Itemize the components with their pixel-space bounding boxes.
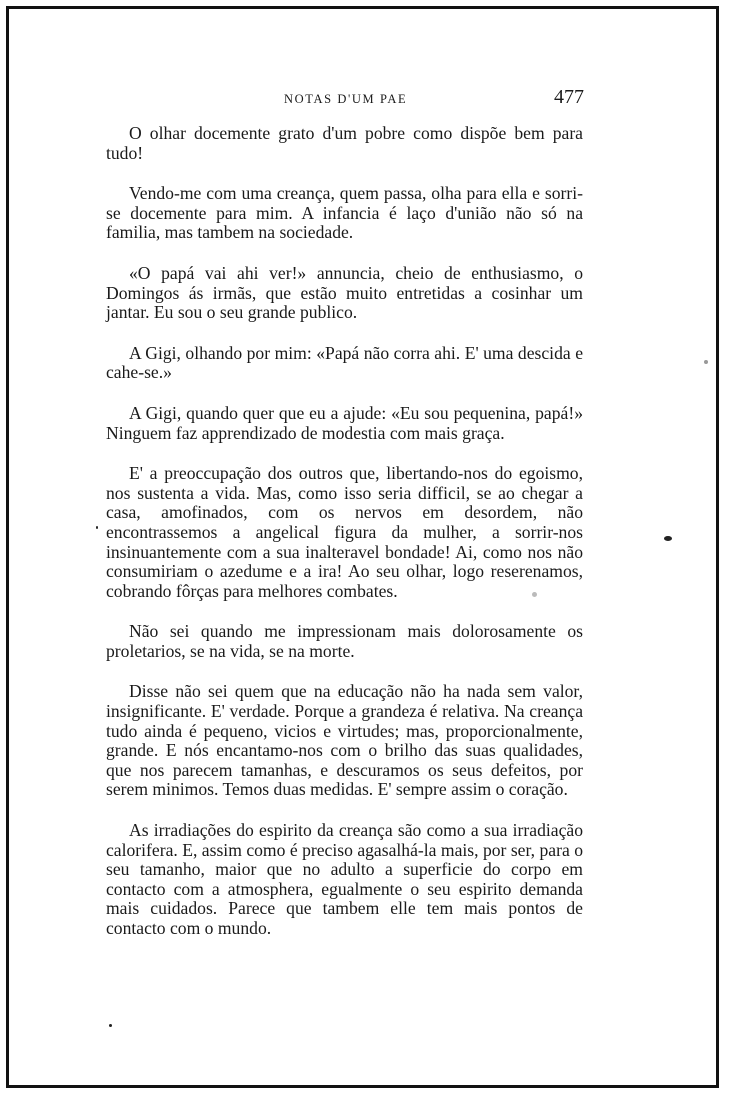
paragraph: As irradiações do espirito da creança são como a sua irradiação calorifera. E, assim como é preciso agasalhá-la mais, por ser, para o seu tamanho, maior que no adulto a superficie do corpo em contacto com a atmosphera, egualmente o seu espirito demanda mais cuidados. Parece que tambem elle tem mais pontos de contacto com o mundo. — [106, 820, 583, 938]
paragraph: O olhar docemente grato d'um pobre como dispõe bem para tudo! — [106, 123, 583, 163]
page-header — [104, 86, 584, 112]
page-number: 477 — [554, 86, 584, 108]
scan-speck — [96, 526, 98, 529]
paragraph: A Gigi, olhando por mim: «Papá não corra ahi. E' uma descida e cahe-se.» — [106, 342, 583, 383]
paragraph: Disse não sei quem que na educação não ha nada sem valor, insignificante. E' verdade. Porque a grandeza é relativa. Na creança tudo ainda é pequeno, vicios e virtudes; mas, proporcionalmente, grande. E nós encantamo-nos com o brilho das suas qualidades, que nos parecem tamanhas, e descuramos os seus defeitos, por serem minimos. Temos duas medidas. E' sempre assim o coração. — [106, 681, 583, 800]
scan-speck — [704, 360, 708, 364]
paragraph: E' a preoccupação dos outros que, libertando-nos do egoismo, nos sustenta a vida. Mas, como isso seria difficil, se ao chegar a casa, amofinados, com os nervos em desordem, não encontrassemos a angelical figura da mulher, a sorrir-nos insinuantemente com a sua inalteravel bondade! Ai, como nos não consumiriam o azedume e a ira! Ao seu olhar, logo reserenamos, cobrando fôrças para melhores combates. — [106, 463, 583, 601]
scan-speck — [664, 536, 672, 541]
page-body — [106, 124, 583, 960]
scan-speck — [109, 1024, 112, 1027]
paragraph: Não sei quando me impressionam mais dolorosamente os proletarios, se na vida, se na morte. — [106, 621, 583, 661]
paragraph: A Gigi, quando quer que eu a ajude: «Eu sou pequenina, papá!» Ninguem faz apprendizado de modestia com mais graça. — [106, 402, 583, 443]
paragraph: Vendo-me com uma creança, quem passa, olha para ella e sorri-se docemente para mim. A infancia é laço d'união não só na familia, mas tambem na sociedade. — [106, 183, 583, 243]
scan-speck — [532, 592, 537, 597]
paragraph: «O papá vai ahi ver!» annuncia, cheio de enthusiasmo, o Domingos ás irmãs, que estão muito entretidas a cosinhar um jantar. Eu sou o seu grande publico. — [106, 262, 583, 323]
running-title: NOTAS D'UM PAE — [284, 92, 408, 106]
